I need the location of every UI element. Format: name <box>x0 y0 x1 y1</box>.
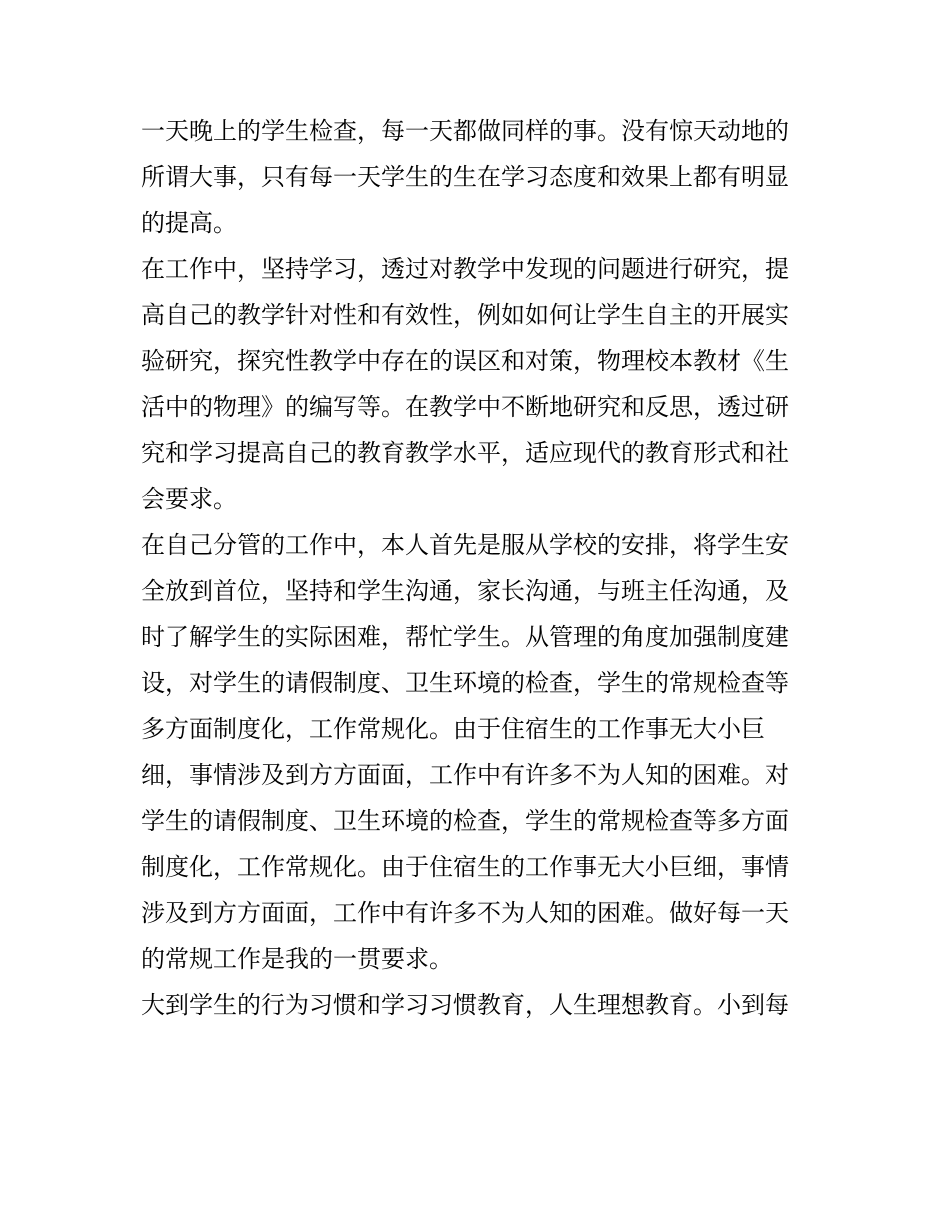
text-line: 究和学习提高自己的教育教学水平，适应现代的教育形式和社 <box>141 439 789 467</box>
text-line: 的常规工作是我的一贯要求。 <box>141 945 453 973</box>
text-line: 设，对学生的请假制度、卫生环境的检查，学生的常规检查等 <box>141 669 789 697</box>
text-line: 一天晚上的学生检查，每一天都做同样的事。没有惊天动地的 <box>141 117 789 145</box>
text-line: 验研究，探究性教学中存在的误区和对策，物理校本教材《生 <box>141 347 789 375</box>
text-line: 大到学生的行为习惯和学习习惯教育，人生理想教育。小到每 <box>141 991 789 1019</box>
body-text <box>141 108 831 1028</box>
text-line: 制度化，工作常规化。由于住宿生的工作事无大小巨细，事情 <box>141 853 789 881</box>
text-line: 的提高。 <box>141 209 237 237</box>
text-line: 时了解学生的实际困难，帮忙学生。从管理的角度加强制度建 <box>141 623 789 651</box>
text-line: 会要求。 <box>141 485 237 513</box>
text-line: 多方面制度化，工作常规化。由于住宿生的工作事无大小巨 <box>141 715 765 743</box>
text-line: 高自己的教学针对性和有效性，例如如何让学生自主的开展实 <box>141 301 789 329</box>
text-line: 学生的请假制度、卫生环境的检查，学生的常规检查等多方面 <box>141 807 789 835</box>
text-line: 在工作中，坚持学习，透过对教学中发现的问题进行研究，提 <box>141 255 789 283</box>
text-line: 细，事情涉及到方方面面，工作中有许多不为人知的困难。对 <box>141 761 789 789</box>
text-line: 全放到首位，坚持和学生沟通，家长沟通，与班主任沟通，及 <box>141 577 789 605</box>
text-line: 所谓大事，只有每一天学生的生在学习态度和效果上都有明显 <box>141 163 789 191</box>
text-line: 活中的物理》的编写等。在教学中不断地研究和反思，透过研 <box>141 393 789 421</box>
text-line: 涉及到方方面面，工作中有许多不为人知的困难。做好每一天 <box>141 899 789 927</box>
text-line: 在自己分管的工作中，本人首先是服从学校的安排，将学生安 <box>141 531 789 559</box>
